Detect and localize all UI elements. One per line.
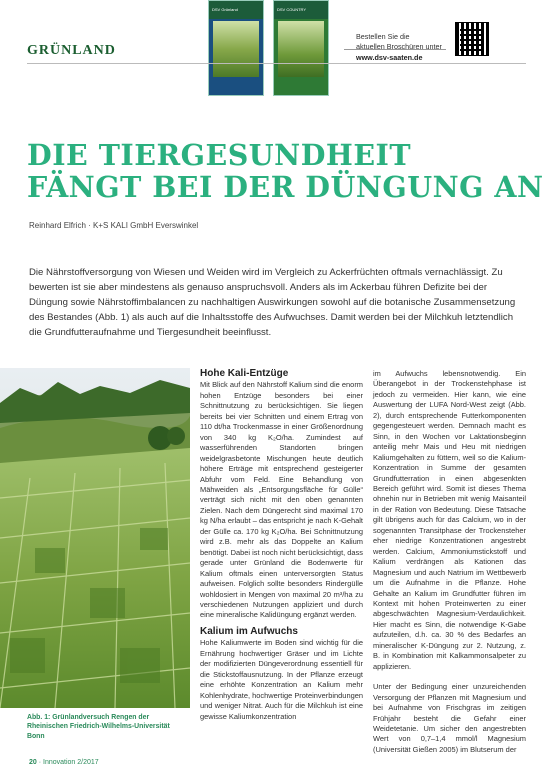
column-1-paragraph-1: Mit Blick auf den Nährstoff Kalium sind die enorm hohen Entzüge besonders bei einer Schnittnutzung zu berücksichtigen. Sie liegen bereits bei vier Schnitten und einem Ertrag von 110 dt/ha Trockenmasse in einer Größenordnung von 340 kg K₂O/ha. Zumindest auf wasserführenden Standorten bringen weidelgrasbetonte Mischungen heute deutlich höhere Erträge mit entsprechend gesteigerter Abfuhr vom Feld. Eine Behandlung von Mähweiden als „Entsorgungsfläche für Gülle“ verträgt sich nicht mit den oben genannten Zielen. Nach dem Düngerecht sind maximal 170 kg N/ha erlaubt – das entspricht je nach K-Gehalt der Gülle ca. 170 kg K₂O/ha. Bei Schnittnutzung wird z.B. mehr als das Doppelte an Kalium benötigt. Dabei ist noch nicht berücksichtigt, dass gerade unter Grünland die Bodenwerte für Kalium oftmals einen unterversorgten Status aufweisen. Folglich sollte besonders Rindergülle wohldosiert in Mengen von maximal 20 m³/ha zu verschiedenen Nutzungen appliziert und durch eine mineralische Kalidüngung ergänzt werden. — [200, 380, 363, 620]
promo-divider — [344, 49, 446, 50]
subheading-kali-entzuege: Hohe Kali-Entzüge — [200, 368, 289, 379]
lead-paragraph: Die Nährstoffversorgung von Wiesen und Weiden wird im Vergleich zu Ackerfrüchten oftmals vernachlässigt. Zu bewerten ist sie aber mindestens als genauso anspruchsvoll. Anders als im Ackerbau führen Defizite bei der Düngung sowie Nährstoffimbalancen zu nachhaltigen Auswirkungen sowohl auf die botanische Zusammensetzung des Bestandes (Abb. 1) als auch auf die Inhaltsstoffe des Aufwuchses. Damit werden bei der Milchkuh letztendlich die Grundfutteraufnahme und Tiergesundheit beeinflusst. — [29, 267, 516, 338]
headline-line-2: FÄNGT BEI DER DÜNGUNG AN — [27, 170, 544, 204]
page-footer — [29, 759, 99, 766]
column-2-paragraph-1: im Aufwuchs lebensnotwendig. Ein Überangebot in der Trockenstehphase ist jedoch zu vermeiden. Hier kann, wie eine Auswertung der LUFA Nord-West zeigt (Abb. 2), durch entsprechende Futterkomponenten gegengesteuert werden. Demnach macht es Sinn, in den Wochen vor Laktationsbeginn anteilig mehr Mais und Heu mit niedrigen Kaliumgehalten zu füttern, weil so die Kalium-Konzentration in Summe der gesamten Grundfutterration in einen abgesenkten Bereich geführt wird. Somit ist dieses Thema ohnehin nur in Betrieben mit wenig Maisanteil in der Ration von Bedeutung. Diese Tatsache gilt übrigens auch für das Calcium, wo in der sogenannten Transitphase der Trockensteher eher niedrige Konzentrationen angestrebt werden. Calcium, Ammoniumstickstoff und Kalium verdrängen als Kationen das Magnesium und auch Natrium im Wettbewerb um die Aufnahme in die Pflanze. Hohe Gehalte an Kalium im Grundfutter führen im Kontext mit hohen Proteinwerten zu einer abgeschwächten Magnesium-Verdaulichkeit. Hier macht es Sinn, die notwendige K-Gabe aufzuteilen, d.h. ca. 30 % des Bedarfes an mineralischer K-Düngung zur 2. Nutzung, z. B. in Kombination mit Kalkammonsalpeter zu applizieren. — [373, 369, 526, 671]
section-label: GRÜNLAND — [27, 43, 116, 58]
subheading-kalium-aufwuchs: Kalium im Aufwuchs — [200, 625, 298, 637]
promo-line-1: Bestellen Sie die — [356, 32, 410, 41]
column-1-paragraph-2: Hohe Kaliumwerte im Boden sind wichtig für die Ernährung hochwertiger Gräser und im Lichte der modifizierten Düngeverordnung essentiell für die Stickstoffausnutzung. In der Pflanze erzeugt eine erhöhte Konzentration an Kalium mehr Kohlenhydrate, hochwertige Proteinverbindungen und weniger Nitrat. Auch für die Milchkuh ist eine gewisse Kaliumkonzentration — [200, 638, 363, 721]
article-column-2 — [373, 369, 526, 755]
column-2-paragraph-2: Unter der Bedingung einer unzureichenden Versorgung der Pflanzen mit Magnesium und bei Aufnahme von Frischgras im zeitigen Frühjahr besteht die Gefahr einer Weidetetanie. Um sicher den angestrebten Wert von 0,7–1,4 mmol/l Magnesium (Universität Gießen 2005) im Blutserum der — [373, 682, 526, 754]
brochure-title: DSV Grünland — [212, 7, 238, 12]
figure-caption: Abb. 1: Grünlandversuch Rengen der Rheinischen Friedrich-Wilhelms-Universität Bonn — [27, 714, 170, 740]
author-line: Reinhard Elfrich · K+S KALI GmbH Everswinkel — [29, 221, 199, 230]
article-headline — [27, 139, 544, 203]
brochure-cover-2[interactable] — [273, 0, 329, 96]
promo-url-link[interactable]: www.dsv-saaten.de — [356, 53, 423, 62]
header-rule — [27, 63, 526, 64]
article-column-1 — [200, 369, 363, 722]
magazine-issue: · Innovation 2/2017 — [38, 759, 99, 766]
landscape-image — [0, 368, 190, 708]
qr-code-icon[interactable] — [455, 22, 489, 56]
grassland-trial-photo — [0, 368, 190, 708]
brochure-cover-1[interactable] — [208, 0, 264, 96]
page-number: 20 — [29, 759, 37, 766]
brochure-title: DSV COUNTRY — [277, 7, 307, 12]
promo-line-2: aktuellen Broschüren unter — [356, 41, 442, 51]
headline-line-1: DIE TIERGESUNDHEIT — [27, 138, 412, 172]
